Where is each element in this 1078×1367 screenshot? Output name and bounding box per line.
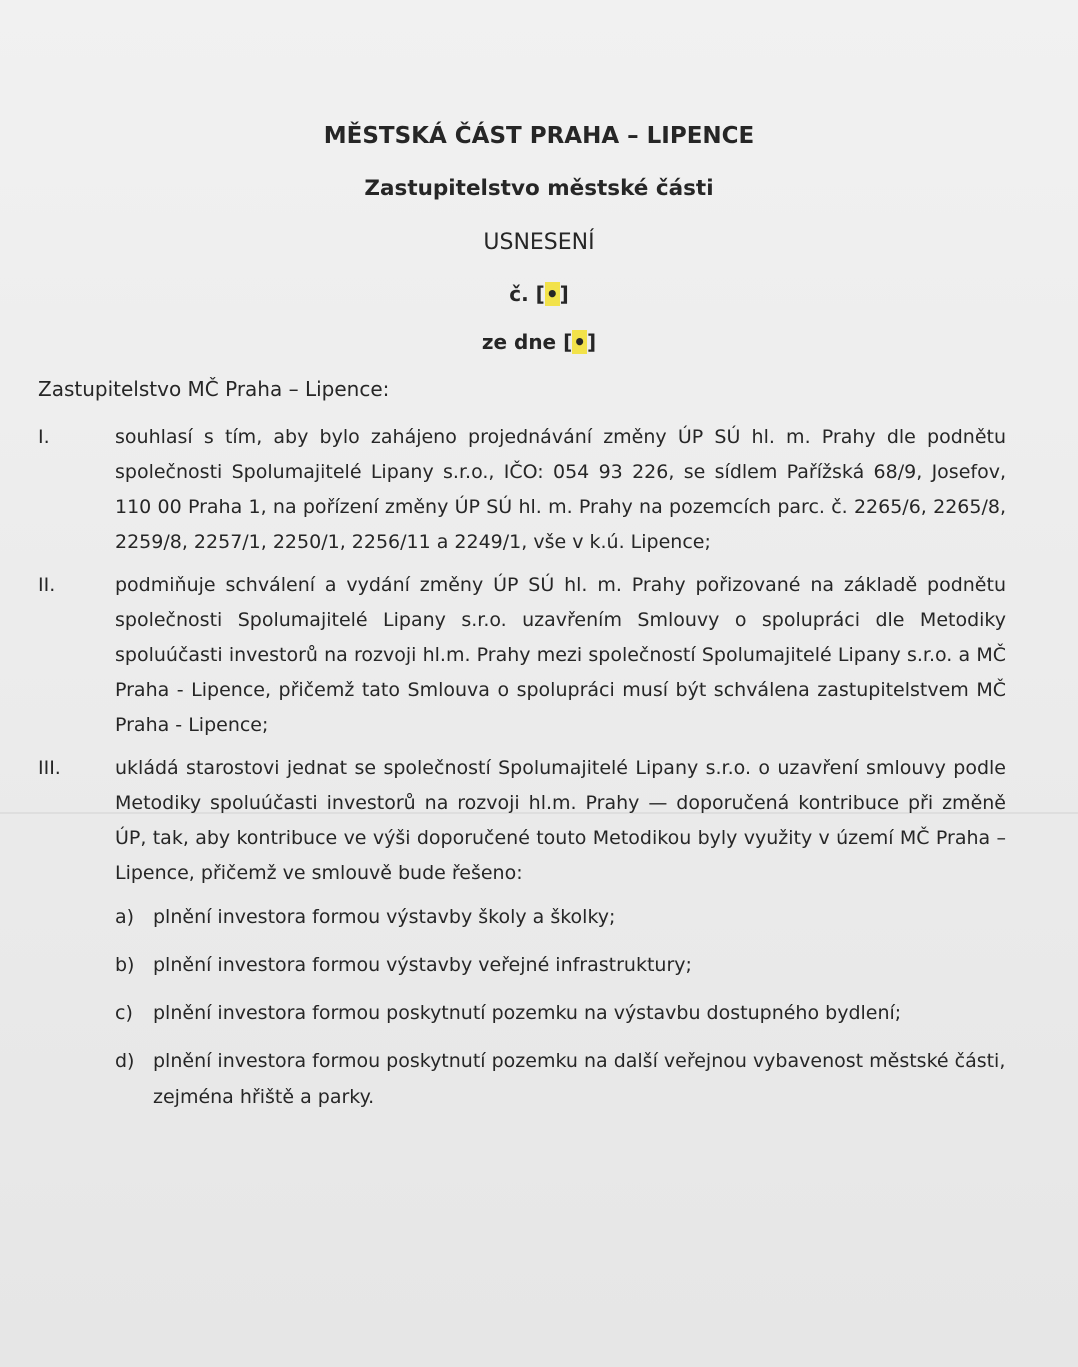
date-suffix: ] bbox=[587, 330, 597, 354]
document-title: MĚSTSKÁ ČÁST PRAHA – LIPENCE bbox=[323, 123, 755, 149]
number-suffix: ] bbox=[559, 282, 569, 306]
subitem-letter: c) bbox=[115, 1002, 133, 1024]
point-body bbox=[115, 751, 1006, 1127]
subitem-letter: a) bbox=[115, 906, 135, 928]
paper-crease bbox=[0, 812, 1078, 814]
resolution-point-3 bbox=[38, 751, 1006, 1127]
resolution-date bbox=[0, 326, 1078, 374]
number-prefix: č. [ bbox=[509, 282, 545, 306]
date-prefix: ze dne [ bbox=[481, 330, 573, 354]
subitem-list bbox=[115, 899, 1006, 1115]
point-text: podmiňuje schválení a vydání změny ÚP SÚ hl. m. Prahy pořizované na základě podnětu společnosti Spolumajitelé Lipany s.r.o. uzavřením Smlouvy o spolupráci dle Metodiky spoluúčasti investorů na rozvoji hl.m. Prahy mezi společností Spolumajitelé Lipany s.r.o. a MČ Praha - Lipence, přičemž tato Smlouva o spolupráci musí být schválena zastupitelstvem MČ Praha - Lipence; bbox=[115, 574, 1006, 736]
resolution-point-1 bbox=[38, 420, 1006, 560]
number-placeholder: • bbox=[545, 282, 559, 306]
resolution-number bbox=[0, 278, 1078, 326]
subitem-c bbox=[115, 995, 1006, 1031]
subitem-letter: d) bbox=[115, 1050, 135, 1072]
point-number: I. bbox=[38, 426, 50, 448]
subitem-d bbox=[115, 1043, 1006, 1115]
point-text: souhlasí s tím, aby bylo zahájeno projednávání změny ÚP SÚ hl. m. Prahy dle podnětu společnosti Spolumajitelé Lipany s.r.o., IČO: 054 93 226, se sídlem Pařížská 68/9, Josefov, 110 00 Praha 1, na pořízení změny ÚP SÚ hl. m. Prahy na pozemcích parc. č. 2265/6, 2265/8, 2259/8, 2257/1, 2250/1, 2256/11 a 2249/1, vše v k.ú. Lipence; bbox=[115, 426, 1006, 553]
subitem-text: plnění investora formou poskytnutí pozemku na výstavbu dostupného bydlení; bbox=[153, 1002, 902, 1024]
point-text: ukládá starostovi jednat se společností Spolumajitelé Lipany s.r.o. o uzavření smlouvy podle Metodiky spoluúčasti investorů na rozvoji hl.m. Prahy — doporučená kontribuce při změně ÚP, tak, aby kontribuce ve výši doporučené touto Metodikou byly využity v území MČ Praha – Lipence, přičemž ve smlouvě bude řešeno: bbox=[115, 757, 1006, 884]
subitem-b bbox=[115, 947, 1006, 983]
subitem-letter: b) bbox=[115, 954, 135, 976]
subitem-text: plnění investora formou výstavby školy a školky; bbox=[153, 906, 616, 928]
point-number: III. bbox=[38, 757, 61, 779]
subitem-a bbox=[115, 899, 1006, 935]
point-number: II. bbox=[38, 574, 56, 596]
subitem-text: plnění investora formou poskytnutí pozemku na další veřejnou vybavenost městské části, zejména hřiště a parky. bbox=[153, 1050, 1006, 1108]
intro-text: Zastupitelstvo MČ Praha – Lipence: bbox=[38, 377, 390, 401]
subitem-text: plnění investora formou výstavby veřejné infrastruktury; bbox=[153, 954, 692, 976]
resolution-heading: USNESENÍ bbox=[483, 230, 595, 255]
document-subtitle: Zastupitelstvo městské části bbox=[364, 176, 714, 201]
date-placeholder: • bbox=[573, 330, 587, 354]
resolution-point-2 bbox=[38, 568, 1006, 743]
